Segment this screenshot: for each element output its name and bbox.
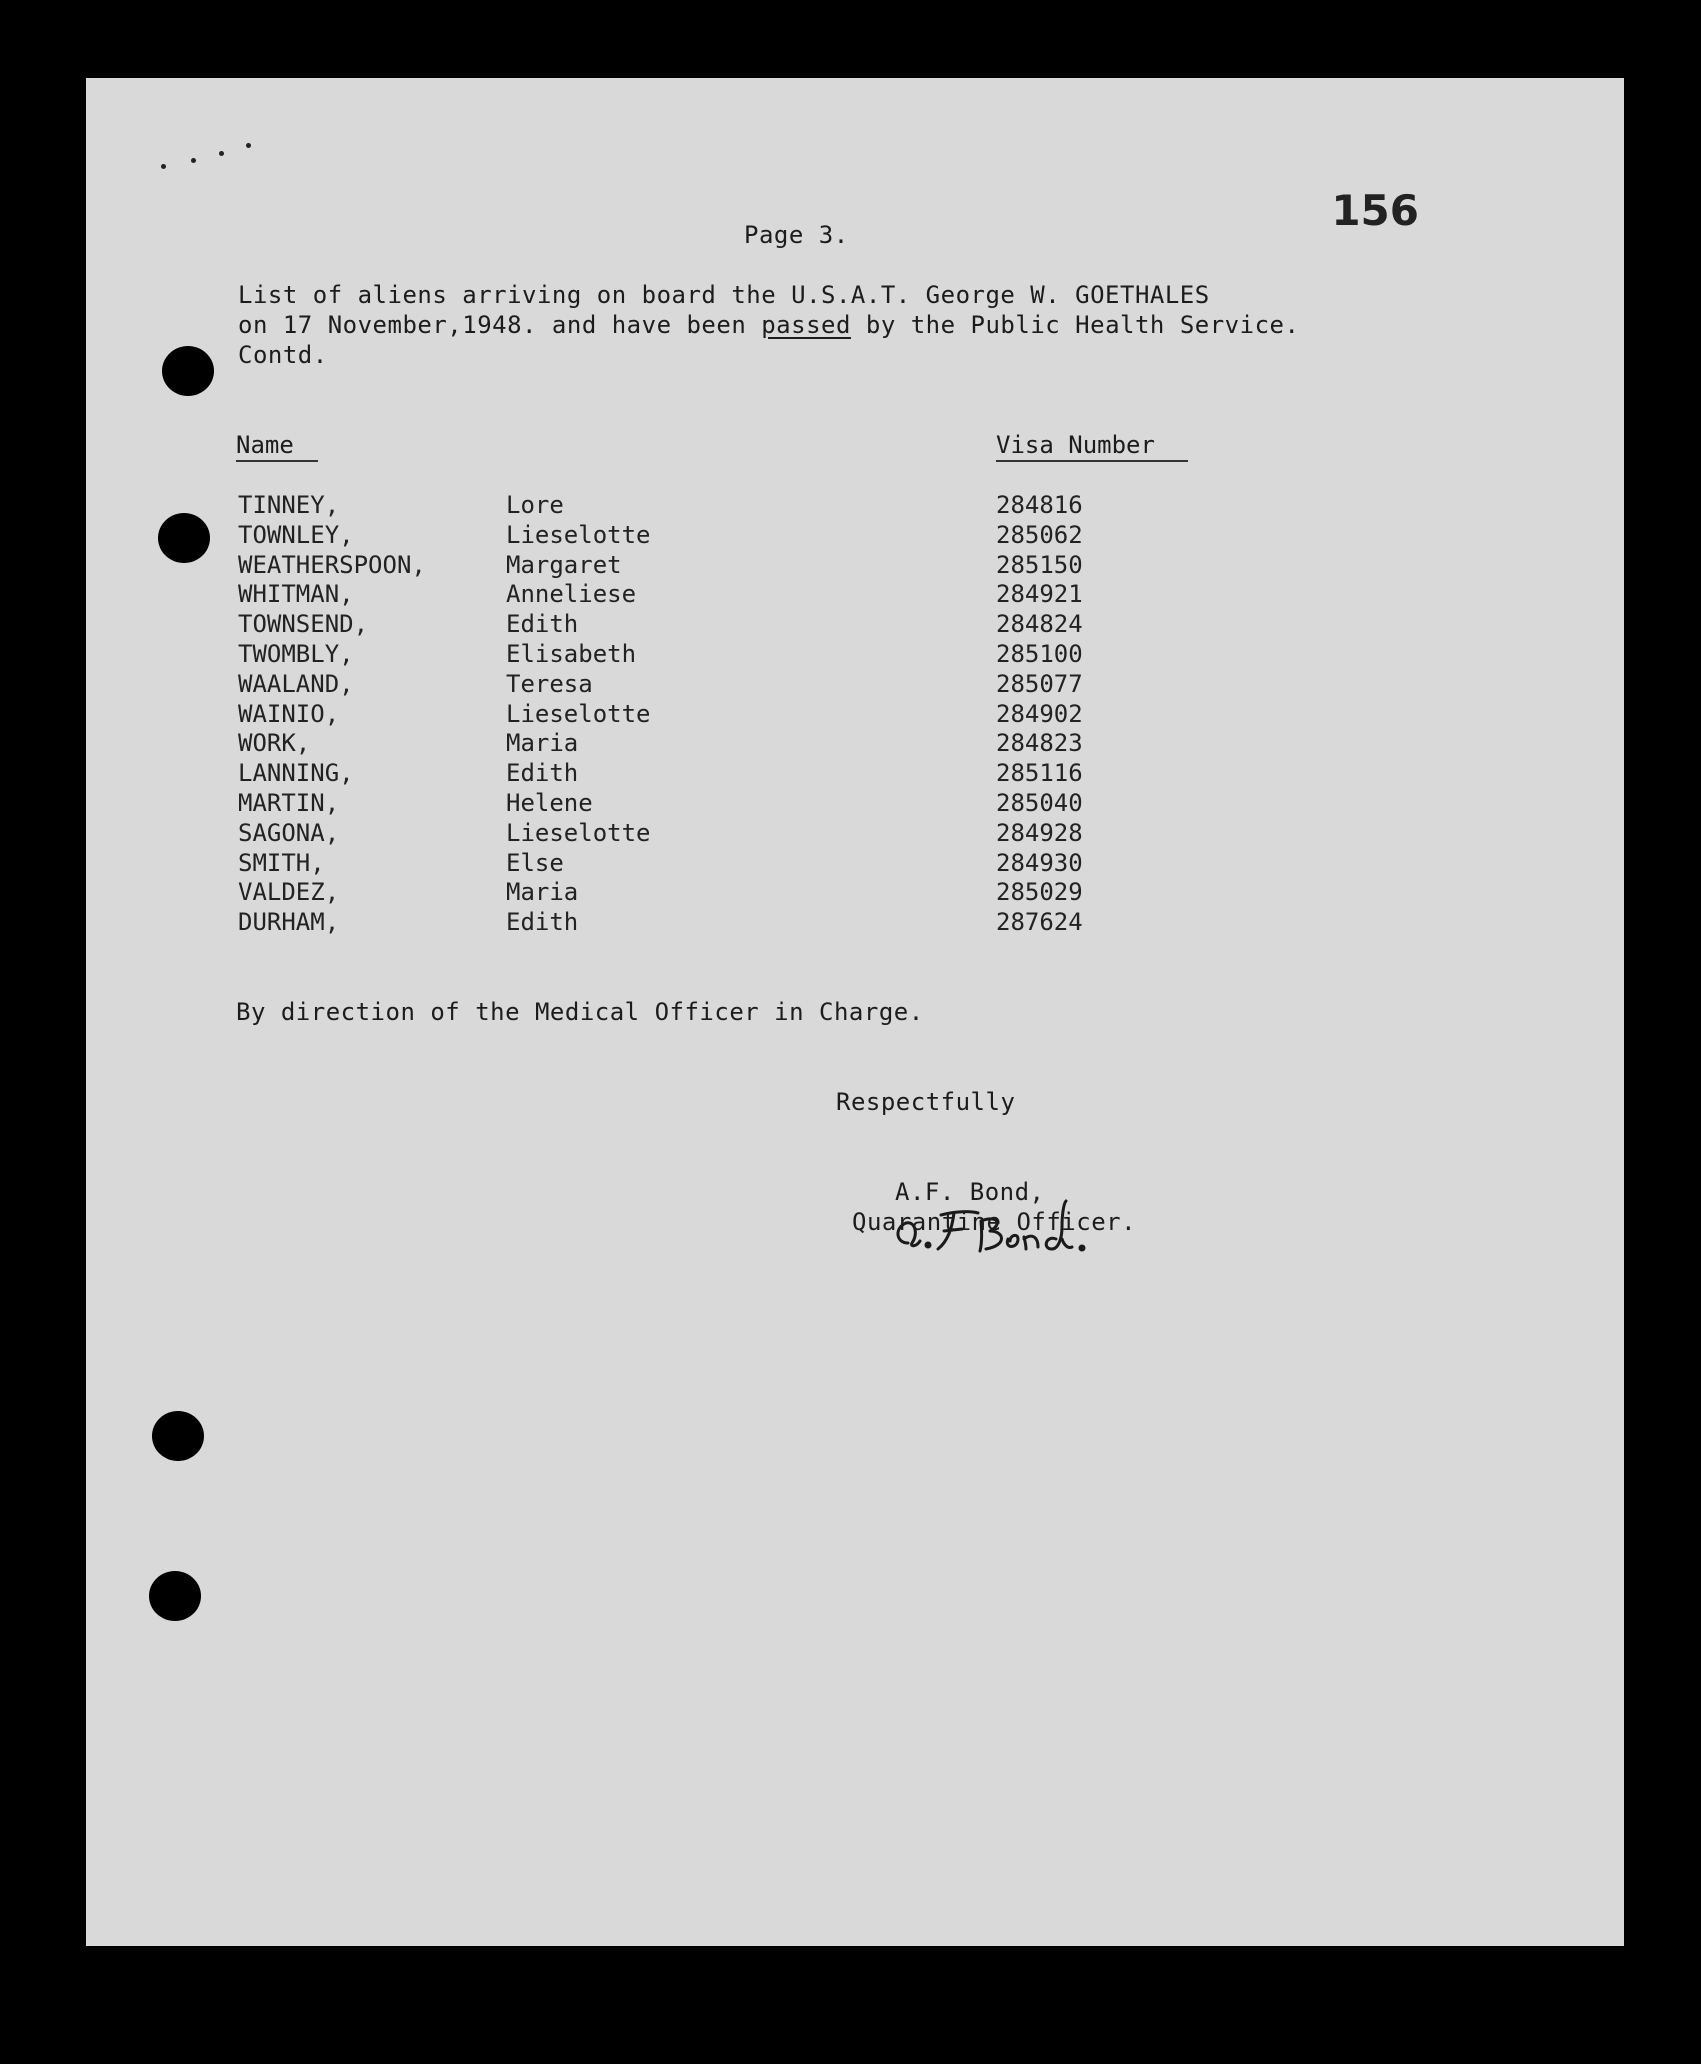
punch-hole-4 [149,1571,201,1621]
closing-line: By direction of the Medical Officer in Charge. [236,998,924,1026]
given-name-cell: Teresa [506,669,593,698]
surname-cell: WHITMAN, [238,580,354,609]
intro-line-2-c: by the Public Health Service. [850,311,1300,339]
surname-cell: SAGONA, [238,818,340,847]
visa-number-cell: 287624 [996,908,1083,937]
table-row [238,759,1238,789]
visa-number-cell: 284928 [996,818,1083,847]
visa-number-cell: 284921 [996,580,1083,609]
surname-cell: TINNEY, [238,491,340,519]
visa-number-cell: 285040 [996,789,1083,817]
given-name-cell: Edith [506,610,579,639]
surname-cell: WEATHERSPOON, [238,550,426,579]
surname-cell: LANNING, [238,759,354,788]
given-name-cell: Margaret [506,550,622,579]
visa-number-cell: 284902 [996,699,1083,728]
intro-line-1: List of aliens arriving on board the U.S.A.T. George W. GOETHALES [238,281,1210,309]
punch-hole-3 [152,1411,204,1461]
intro-passed-word: passed [761,311,851,339]
visa-number-cell: 285116 [996,759,1083,788]
visa-number-cell: 284824 [996,610,1083,639]
table-row [238,700,1238,730]
given-name-cell: Lieselotte [506,699,651,728]
header-visa-number: Visa Number [996,431,1155,459]
given-name-cell: Maria [506,878,579,907]
page-label: Page 3. [744,221,849,249]
given-name-cell: Helene [506,789,593,817]
surname-cell: WORK, [238,729,311,758]
visa-number-cell: 285029 [996,878,1083,907]
salutation: Respectfully [836,1088,1016,1116]
visa-number-cell: 285100 [996,640,1083,668]
surname-cell: DURHAM, [238,908,340,937]
given-name-cell: Edith [506,759,579,788]
header-visa-underline [996,460,1188,462]
speck [246,143,251,148]
given-name-cell: Anneliese [506,580,637,609]
signer-title: Quarantine Officer. [852,1208,1137,1236]
surname-cell: TOWNSEND, [238,610,369,639]
surname-cell: VALDEZ, [238,878,340,907]
intro-line-2-a: on 17 November,1948. and have been [238,311,762,339]
given-name-cell: Maria [506,729,579,758]
visa-number-cell: 285150 [996,550,1083,579]
visa-number-cell: 284816 [996,491,1083,519]
surname-cell: MARTIN, [238,789,340,817]
table-row [238,789,1238,819]
speck [191,158,196,163]
header-name: Name [236,431,294,459]
surname-cell: TWOMBLY, [238,640,354,668]
surname-cell: WAALAND, [238,669,354,698]
visa-number-cell: 284823 [996,729,1083,758]
punch-hole-2 [158,513,210,563]
table-row [238,640,1238,670]
given-name-cell: Lore [506,491,564,519]
given-name-cell: Elisabeth [506,640,637,668]
speck [219,151,224,156]
given-name-cell: Else [506,848,564,877]
speck [161,164,166,169]
intro-line-3: Contd. [238,341,328,369]
table-row [238,551,1238,581]
table-row [238,491,1238,521]
visa-number-cell: 284930 [996,848,1083,877]
surname-cell: WAINIO, [238,699,340,728]
document-page [86,78,1624,1946]
table-row [238,908,1238,938]
given-name-cell: Edith [506,908,579,937]
given-name-cell: Lieselotte [506,520,651,549]
table-row [238,819,1238,849]
punch-hole-1 [162,346,214,396]
table-row [238,878,1238,908]
table-row [238,729,1238,759]
given-name-cell: Lieselotte [506,818,651,847]
signer-name: A.F. Bond, [895,1178,1045,1206]
visa-number-cell: 285062 [996,520,1083,549]
table-row [238,670,1238,700]
header-name-underline [236,460,318,462]
table-row [238,610,1238,640]
intro-line-2 [238,311,1299,339]
table-row [238,521,1238,551]
page-stamp-number: 156 [1331,186,1419,235]
surname-cell: TOWNLEY, [238,520,354,549]
table-row [238,849,1238,879]
table-row [238,580,1238,610]
visa-number-cell: 285077 [996,669,1083,698]
surname-cell: SMITH, [238,848,325,877]
